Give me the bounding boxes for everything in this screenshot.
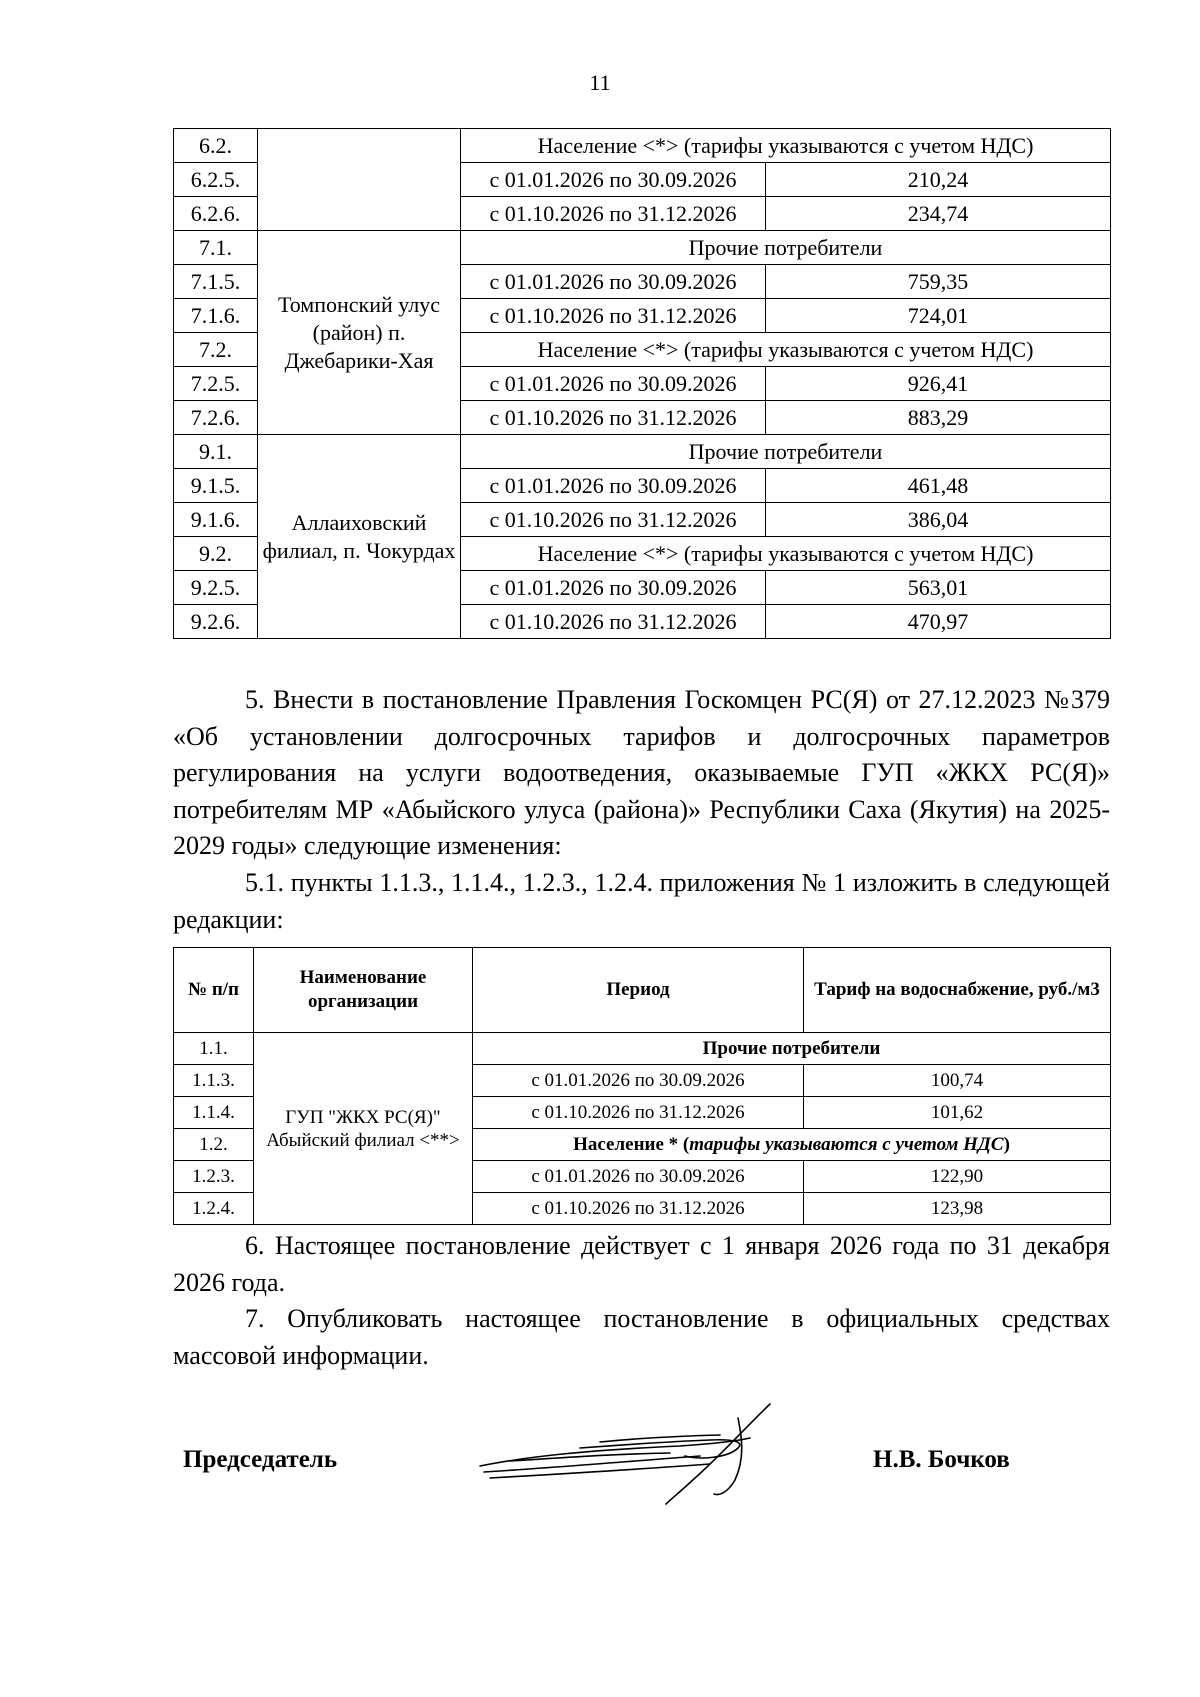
region-cell: Томпонский улус (район) п. Джебарики-Хая [258, 231, 461, 435]
row-number: 6.2.6. [174, 197, 258, 231]
tariff-table-new [173, 947, 1111, 1225]
tariff-cell: 724,01 [766, 299, 1111, 333]
region-cell [258, 129, 461, 231]
tariff-cell: 100,74 [804, 1065, 1111, 1097]
consumer-group-header: Прочие потребители [473, 1033, 1111, 1065]
tariff-cell: 926,41 [766, 367, 1111, 401]
region-cell: Аллаиховский филиал, п. Чокурдах [258, 435, 461, 639]
tariff-cell: 883,29 [766, 401, 1111, 435]
period-cell: с 01.01.2026 по 30.09.2026 [461, 571, 766, 605]
period-cell: с 01.10.2026 по 31.12.2026 [461, 503, 766, 537]
row-number: 1.1. [174, 1033, 254, 1065]
table-row [174, 231, 1111, 265]
tariff-cell: 470,97 [766, 605, 1111, 639]
period-cell: с 01.10.2026 по 31.12.2026 [461, 401, 766, 435]
consumer-group-header: Прочие потребители [461, 435, 1111, 469]
tariff-cell: 234,74 [766, 197, 1111, 231]
row-number: 9.1.5. [174, 469, 258, 503]
header-tariff: Тариф на водоснабжение, руб./м3 [804, 948, 1111, 1033]
period-cell: с 01.10.2026 по 31.12.2026 [461, 197, 766, 231]
consumer-group-header: Прочие потребители [461, 231, 1111, 265]
row-number: 6.2. [174, 129, 258, 163]
period-cell: с 01.10.2026 по 31.12.2026 [461, 605, 766, 639]
header-number: № п/п [174, 948, 254, 1033]
period-cell: с 01.10.2026 по 31.12.2026 [473, 1097, 804, 1129]
table-header-row [174, 948, 1111, 1033]
row-number: 7.1.6. [174, 299, 258, 333]
tariff-cell: 386,04 [766, 503, 1111, 537]
paragraph-6: 6. Настоящее постановление действует с 1 января 2026 года по 31 декабря 2026 года. [173, 1231, 1110, 1297]
row-number: 7.1.5. [174, 265, 258, 299]
signature-image [470, 1398, 790, 1508]
signatory-name: Н.В. Бочков [873, 1446, 1010, 1473]
tariff-cell: 759,35 [766, 265, 1111, 299]
row-number: 7.1. [174, 231, 258, 265]
header-organization: Наименование организации [254, 948, 473, 1033]
row-number: 7.2.5. [174, 367, 258, 401]
row-number: 9.1.6. [174, 503, 258, 537]
page-number: 11 [589, 70, 611, 95]
period-cell: с 01.10.2026 по 31.12.2026 [473, 1193, 804, 1225]
header-italic: тарифы указываются с учетом НДС [689, 1133, 1004, 1155]
tariff-cell: 101,62 [804, 1097, 1111, 1129]
row-number: 7.2.6. [174, 401, 258, 435]
row-number: 1.2.3. [174, 1161, 254, 1193]
period-cell: с 01.01.2026 по 30.09.2026 [473, 1065, 804, 1097]
signatory-title: Председатель [183, 1446, 338, 1473]
tariff-cell: 461,48 [766, 469, 1111, 503]
consumer-group-header: Население <*> (тарифы указываются с учетом НДС) [461, 333, 1111, 367]
header-period: Период [473, 948, 804, 1033]
header-suffix: ) [1003, 1133, 1010, 1155]
tariff-cell: 123,98 [804, 1193, 1111, 1225]
tariff-cell: 563,01 [766, 571, 1111, 605]
row-number: 1.1.4. [174, 1097, 254, 1129]
tariff-cell: 122,90 [804, 1161, 1111, 1193]
paragraph-5: 5. Внести в постановление Правления Госкомцен РС(Я) от 27.12.2023 №379 «Об установлении долгосрочных тарифов и долгосрочных параметров регулирования на услуги водоотведения, оказываемые ГУП «ЖКХ РС(Я)» потребителям МР «Абыйского улуса (района)» Республики Саха (Якутия) на 2025-2029 годы» следующие изменения: [173, 685, 1110, 860]
paragraph-5-1: 5.1. пункты 1.1.3., 1.1.4., 1.2.3., 1.2.4. приложения № 1 изложить в следующей редакции: [173, 868, 1110, 934]
consumer-group-header: Население <*> (тарифы указываются с учетом НДС) [461, 129, 1111, 163]
header-prefix: Население * ( [573, 1133, 690, 1155]
period-cell: с 01.01.2026 по 30.09.2026 [473, 1161, 804, 1193]
row-number: 9.2.5. [174, 571, 258, 605]
period-cell: с 01.10.2026 по 31.12.2026 [461, 299, 766, 333]
row-number: 6.2.5. [174, 163, 258, 197]
consumer-group-header [473, 1129, 1111, 1161]
consumer-group-header: Население <*> (тарифы указываются с учетом НДС) [461, 537, 1111, 571]
table-row [174, 129, 1111, 163]
organization-cell: ГУП "ЖКХ РС(Я)" Абыйский филиал <**> [254, 1033, 473, 1225]
period-cell: с 01.01.2026 по 30.09.2026 [461, 265, 766, 299]
row-number: 7.2. [174, 333, 258, 367]
row-number: 9.2. [174, 537, 258, 571]
row-number: 9.1. [174, 435, 258, 469]
tariff-cell: 210,24 [766, 163, 1111, 197]
row-number: 1.2. [174, 1129, 254, 1161]
row-number: 9.2.6. [174, 605, 258, 639]
row-number: 1.2.4. [174, 1193, 254, 1225]
period-cell: с 01.01.2026 по 30.09.2026 [461, 163, 766, 197]
period-cell: с 01.01.2026 по 30.09.2026 [461, 469, 766, 503]
table-row [174, 435, 1111, 469]
table-row [174, 1033, 1111, 1065]
row-number: 1.1.3. [174, 1065, 254, 1097]
tariff-table-continued [173, 128, 1111, 639]
paragraph-7: 7. Опубликовать настоящее постановление в официальных средствах массовой информации. [173, 1304, 1110, 1370]
period-cell: с 01.01.2026 по 30.09.2026 [461, 367, 766, 401]
